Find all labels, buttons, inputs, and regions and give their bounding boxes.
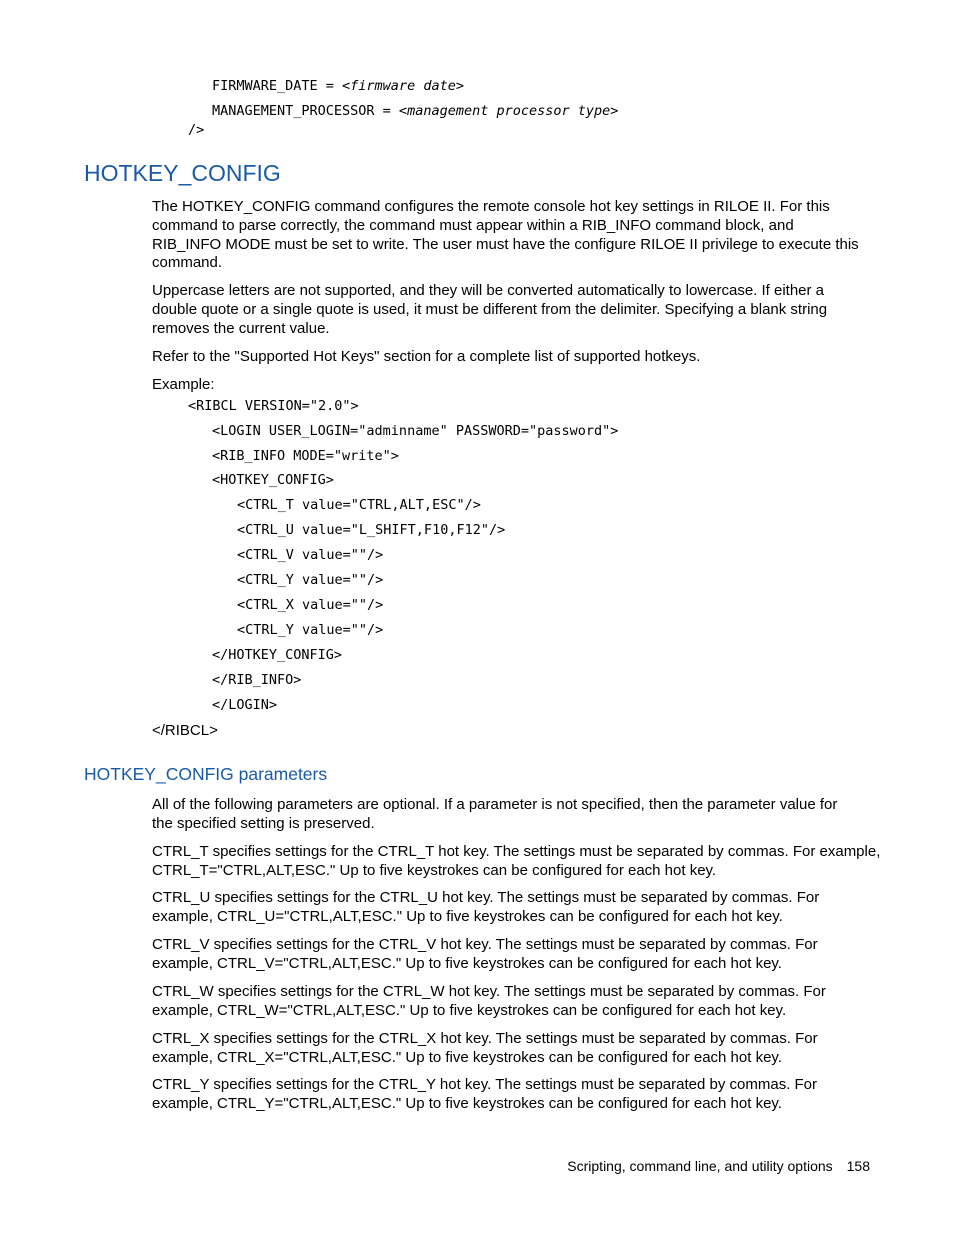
text-line: Example: <box>152 376 215 393</box>
text-line: command to parse correctly, the command must appear within a RIB_INFO command block, and <box>152 216 794 234</box>
paragraph-ctrl-u <box>152 889 872 927</box>
text-line: CTRL_X specifies settings for the CTRL_X hot key. The settings must be separated by commas. For <box>152 1030 818 1047</box>
text-line: Refer to the "Supported Hot Keys" section for a complete list of supported hotkeys. <box>152 348 701 365</box>
text-line: removes the current value. <box>152 319 330 337</box>
code-line: </RIB_INFO> <box>212 672 302 688</box>
code-line-management-processor <box>212 103 618 119</box>
code-line: <CTRL_Y value=""/> <box>237 622 384 638</box>
text-line: CTRL_V specifies settings for the CTRL_V hot key. The settings must be separated by commas. For <box>152 936 818 953</box>
code-text: MANAGEMENT_PROCESSOR = < <box>212 103 408 119</box>
code-placeholder: firmware date <box>350 78 456 94</box>
text-line: example, CTRL_X="CTRL,ALT,ESC." Up to five keystrokes can be configured for each hot key. <box>152 1048 782 1066</box>
code-line: </LOGIN> <box>212 697 278 713</box>
section-heading: HOTKEY_CONFIG <box>84 160 281 186</box>
code-line: <CTRL_T value="CTRL,ALT,ESC"/> <box>237 497 481 513</box>
code-line: <CTRL_Y value=""/> <box>237 572 384 588</box>
text-line: double quote or a single quote is used, it must be different from the delimiter. Specifying a blank string <box>152 300 828 318</box>
paragraph-description <box>152 198 872 273</box>
code-text: > <box>610 103 619 119</box>
code-line: </HOTKEY_CONFIG> <box>212 647 343 663</box>
text-line: RIB_INFO MODE must be set to write. The user must have the configure RILOE II privilege to execute this <box>152 235 859 253</box>
paragraph-reference <box>152 348 872 367</box>
text-line: CTRL_Y specifies settings for the CTRL_Y hot key. The settings must be separated by commas. For <box>152 1076 818 1093</box>
code-line: <LOGIN USER_LOGIN="adminname" PASSWORD="password"> <box>212 423 619 439</box>
example-label <box>152 376 872 395</box>
code-text: FIRMWARE_DATE = < <box>212 78 351 94</box>
paragraph-ctrl-x <box>152 1030 872 1068</box>
text-line: example, CTRL_W="CTRL,ALT,ESC." Up to five keystrokes can be configured for each hot key. <box>152 1001 787 1019</box>
text-line: example, CTRL_Y="CTRL,ALT,ESC." Up to five keystrokes can be configured for each hot key. <box>152 1094 782 1112</box>
text-line: the specified setting is preserved. <box>152 814 375 832</box>
paragraph-ctrl-w <box>152 983 872 1021</box>
text-line: CTRL_U specifies settings for the CTRL_U hot key. The settings must be separated by commas. For <box>152 889 820 906</box>
text-line: command. <box>152 254 223 272</box>
paragraph-uppercase-note <box>152 282 872 338</box>
text-line: example, CTRL_U="CTRL,ALT,ESC." Up to five keystrokes can be configured for each hot key. <box>152 907 783 925</box>
paragraph-params-intro <box>152 796 872 834</box>
code-line-close: /> <box>188 122 205 138</box>
code-line: <RIBCL VERSION="2.0"> <box>188 398 359 414</box>
text-line: The HOTKEY_CONFIG command configures the remote console hot key settings in RILOE II. For this <box>152 198 830 215</box>
code-line: <CTRL_U value="L_SHIFT,F10,F12"/> <box>237 522 506 538</box>
footer-section-title: Scripting, command line, and utility options <box>567 1158 833 1174</box>
paragraph-ctrl-y <box>152 1076 872 1114</box>
paragraph-ctrl-t <box>152 843 881 881</box>
text-line: Uppercase letters are not supported, and they will be converted automatically to lowercase. If either a <box>152 282 825 299</box>
code-line-firmware-date <box>212 78 464 94</box>
text-line: All of the following parameters are optional. If a parameter is not specified, then the parameter value for <box>152 796 838 813</box>
code-line: <RIB_INFO MODE="write"> <box>212 448 399 464</box>
subsection-heading: HOTKEY_CONFIG parameters <box>84 764 328 784</box>
page-number: 158 <box>846 1158 870 1174</box>
code-placeholder: management processor type <box>407 103 611 119</box>
code-line: <HOTKEY_CONFIG> <box>212 472 334 488</box>
code-line: <CTRL_V value=""/> <box>237 547 384 563</box>
text-line: </RIBCL> <box>152 722 218 739</box>
text-line: CTRL_W specifies settings for the CTRL_W hot key. The settings must be separated by commas. For <box>152 983 826 1000</box>
text-line: CTRL_T specifies settings for the CTRL_T hot key. The settings must be separated by commas. For example, <box>152 843 881 860</box>
code-line: <CTRL_X value=""/> <box>237 597 384 613</box>
text-line: example, CTRL_V="CTRL,ALT,ESC." Up to five keystrokes can be configured for each hot key. <box>152 954 782 972</box>
text-line: CTRL_T="CTRL,ALT,ESC." Up to five keystrokes can be configured for each hot key. <box>152 861 717 879</box>
page-footer <box>567 1158 870 1174</box>
paragraph-ctrl-v <box>152 936 872 974</box>
code-text: > <box>455 78 464 94</box>
example-end <box>152 722 872 741</box>
